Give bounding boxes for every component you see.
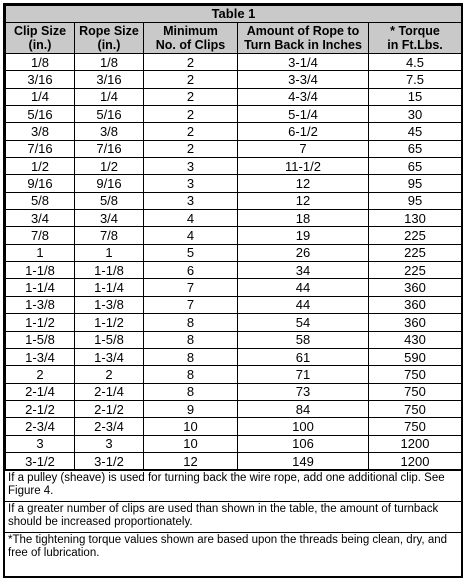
table-cell: 3 [6, 435, 75, 452]
table-cell: 26 [238, 244, 369, 261]
table-cell: 44 [238, 296, 369, 313]
table-row [6, 314, 462, 331]
table-cell: 6-1/2 [238, 123, 369, 140]
table-cell: 3 [144, 158, 238, 175]
table-cell: 1-1/2 [75, 314, 144, 331]
table-cell: 225 [369, 244, 462, 261]
table-row [6, 400, 462, 417]
table-row [6, 383, 462, 400]
table-title: Table 1 [6, 6, 462, 23]
table-cell: 5/8 [75, 192, 144, 209]
table-cell: 2 [144, 140, 238, 157]
table-cell: 7 [144, 279, 238, 296]
table-cell: 3 [75, 435, 144, 452]
table-cell: 3-3/4 [238, 71, 369, 88]
table-cell: 9/16 [6, 175, 75, 192]
column-header: Amount of Rope to Turn Back in Inches [238, 23, 369, 54]
table-cell: 5/16 [75, 106, 144, 123]
table-row [6, 158, 462, 175]
table-cell: 3/16 [6, 71, 75, 88]
table-row [6, 71, 462, 88]
table-cell: 5/8 [6, 192, 75, 209]
table-cell: 1200 [369, 435, 462, 452]
table-cell: 130 [369, 210, 462, 227]
table-cell: 3 [144, 192, 238, 209]
table-cell: 4-3/4 [238, 88, 369, 105]
table-cell: 45 [369, 123, 462, 140]
table-cell: 8 [144, 366, 238, 383]
table-cell: 11-1/2 [238, 158, 369, 175]
clip-table [5, 5, 462, 470]
table-cell: 4 [144, 210, 238, 227]
table-cell: 65 [369, 140, 462, 157]
table-cell: 360 [369, 314, 462, 331]
table-cell: 15 [369, 88, 462, 105]
table-cell: 95 [369, 175, 462, 192]
table-cell: 225 [369, 227, 462, 244]
table-cell: 360 [369, 296, 462, 313]
table-cell: 750 [369, 366, 462, 383]
table-cell: 590 [369, 348, 462, 365]
table-cell: 2-1/4 [6, 383, 75, 400]
table-cell: 12 [144, 452, 238, 469]
table-cell: 8 [144, 314, 238, 331]
table-cell: 1-1/4 [6, 279, 75, 296]
table-cell: 30 [369, 106, 462, 123]
table-cell: 1-5/8 [6, 331, 75, 348]
table-row [6, 452, 462, 469]
table-cell: 4 [144, 227, 238, 244]
table-cell: 1/4 [6, 88, 75, 105]
table-cell: 7/16 [75, 140, 144, 157]
table-cell: 3 [144, 175, 238, 192]
table-cell: 9/16 [75, 175, 144, 192]
table-cell: 360 [369, 279, 462, 296]
table-row [6, 279, 462, 296]
table-cell: 10 [144, 418, 238, 435]
table-row [6, 54, 462, 71]
table-cell: 7 [238, 140, 369, 157]
column-header: Clip Size (in.) [6, 23, 75, 54]
table-cell: 1/2 [6, 158, 75, 175]
table-cell: 750 [369, 383, 462, 400]
table-cell: 3/4 [75, 210, 144, 227]
table-cell: 84 [238, 400, 369, 417]
table-cell: 61 [238, 348, 369, 365]
table-cell: 6 [144, 262, 238, 279]
table-cell: 7.5 [369, 71, 462, 88]
table-cell: 8 [144, 331, 238, 348]
table-row [6, 262, 462, 279]
table-cell: 7/8 [75, 227, 144, 244]
table-cell: 1 [75, 244, 144, 261]
table-cell: 2 [144, 54, 238, 71]
table-cell: 1 [6, 244, 75, 261]
table-cell: 3/4 [6, 210, 75, 227]
table-row [6, 227, 462, 244]
table-cell: 8 [144, 383, 238, 400]
table-cell: 430 [369, 331, 462, 348]
table-row [6, 88, 462, 105]
table-cell: 2 [144, 106, 238, 123]
table-cell: 12 [238, 175, 369, 192]
table-cell: 3/16 [75, 71, 144, 88]
table-cell: 71 [238, 366, 369, 383]
table-row [6, 435, 462, 452]
table-cell: 1/8 [6, 54, 75, 71]
table-cell: 1-3/8 [6, 296, 75, 313]
table-cell: 5/16 [6, 106, 75, 123]
table-cell: 1-1/2 [6, 314, 75, 331]
table-cell: 1-3/4 [6, 348, 75, 365]
table-cell: 750 [369, 418, 462, 435]
table-cell: 2 [75, 366, 144, 383]
table-row [6, 331, 462, 348]
table-cell: 3/8 [6, 123, 75, 140]
table-row [6, 140, 462, 157]
table-cell: 5-1/4 [238, 106, 369, 123]
table-cell: 2 [6, 366, 75, 383]
table-cell: 2-1/4 [75, 383, 144, 400]
table-row [6, 175, 462, 192]
table-cell: 10 [144, 435, 238, 452]
table-row [6, 192, 462, 209]
table-row [6, 106, 462, 123]
table-cell: 1/8 [75, 54, 144, 71]
table-cell: 4.5 [369, 54, 462, 71]
table-cell: 54 [238, 314, 369, 331]
table-cell: 1/2 [75, 158, 144, 175]
table-cell: 1-1/8 [6, 262, 75, 279]
column-header: Minimum No. of Clips [144, 23, 238, 54]
table-cell: 106 [238, 435, 369, 452]
table-cell: 44 [238, 279, 369, 296]
table-cell: 8 [144, 348, 238, 365]
table-cell: 2 [144, 88, 238, 105]
table-row [6, 366, 462, 383]
table-cell: 9 [144, 400, 238, 417]
table-cell: 225 [369, 262, 462, 279]
table-cell: 1-3/4 [75, 348, 144, 365]
table-cell: 7/8 [6, 227, 75, 244]
clip-table-document [3, 3, 463, 578]
table-cell: 2-3/4 [6, 418, 75, 435]
table-cell: 3-1/4 [238, 54, 369, 71]
table-cell: 95 [369, 192, 462, 209]
table-cell: 2-1/2 [75, 400, 144, 417]
table-row [6, 244, 462, 261]
table-cell: 1-1/4 [75, 279, 144, 296]
table-cell: 18 [238, 210, 369, 227]
table-cell: 7 [144, 296, 238, 313]
note-torque: *The tightening torque values shown are based upon the threads being clean, dry, and free of lubrication. [5, 532, 461, 562]
table-cell: 65 [369, 158, 462, 175]
table-cell: 7/16 [6, 140, 75, 157]
column-header: Rope Size (in.) [75, 23, 144, 54]
table-cell: 149 [238, 452, 369, 469]
note-greater-clips: If a greater number of clips are used than shown in the table, the amount of turnback should be increased proportionately. [5, 501, 461, 532]
table-cell: 2 [144, 123, 238, 140]
table-cell: 1-5/8 [75, 331, 144, 348]
table-cell: 1-3/8 [75, 296, 144, 313]
table-cell: 58 [238, 331, 369, 348]
table-cell: 3-1/2 [6, 452, 75, 469]
table-cell: 12 [238, 192, 369, 209]
table-cell: 34 [238, 262, 369, 279]
table-cell: 73 [238, 383, 369, 400]
table-cell: 3/8 [75, 123, 144, 140]
column-header: * Torque in Ft.Lbs. [369, 23, 462, 54]
table-cell: 1/4 [75, 88, 144, 105]
table-cell: 1200 [369, 452, 462, 469]
table-cell: 2 [144, 71, 238, 88]
note-pulley: If a pulley (sheave) is used for turning back the wire rope, add one additional clip. See Figure 4. [5, 470, 461, 501]
table-row [6, 296, 462, 313]
table-cell: 2-3/4 [75, 418, 144, 435]
table-cell: 19 [238, 227, 369, 244]
table-cell: 5 [144, 244, 238, 261]
table-cell: 750 [369, 400, 462, 417]
table-row [6, 418, 462, 435]
table-cell: 100 [238, 418, 369, 435]
table-body [6, 54, 462, 470]
table-row [6, 348, 462, 365]
table-row [6, 210, 462, 227]
table-cell: 2-1/2 [6, 400, 75, 417]
table-cell: 1-1/8 [75, 262, 144, 279]
table-row [6, 123, 462, 140]
table-cell: 3-1/2 [75, 452, 144, 469]
